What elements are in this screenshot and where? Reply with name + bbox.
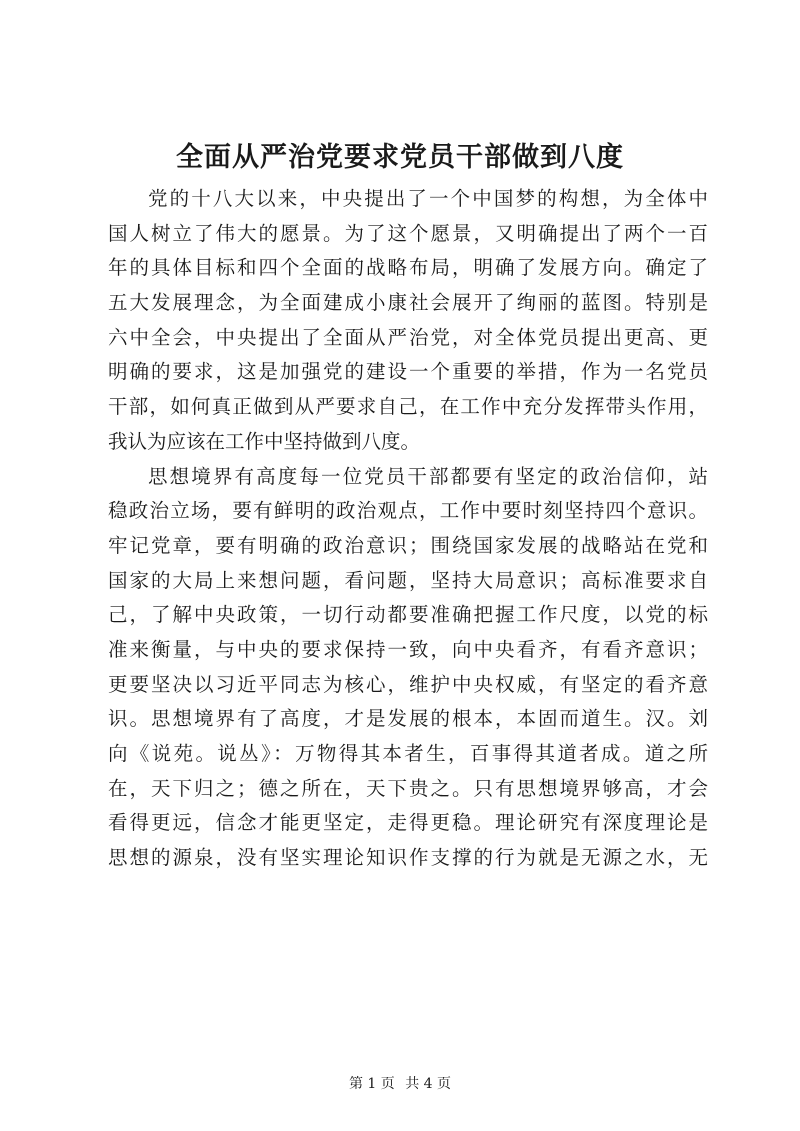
paragraph-2-line: 国家的大局上来想问题，看问题，坚持大局意识；高标准要求自 — [108, 568, 708, 592]
paragraph-2-line: 己，了解中央政策，一切行动都要准确把握工作尺度，以党的标 — [108, 603, 708, 627]
page-footer — [0, 1074, 800, 1094]
paragraph-2-line: 识。思想境界有了高度，才是发展的根本，本固而道生。汉。刘 — [108, 707, 708, 731]
paragraph-2-line: 稳政治立场，要有鲜明的政治观点，工作中要时刻坚持四个意识。 — [108, 499, 708, 523]
document-body — [108, 182, 708, 876]
paragraph-1-line: 我认为应该在工作中坚持做到八度。 — [108, 429, 421, 453]
page-title: 全面从严治党要求党员干部做到八度 — [176, 142, 624, 173]
page-number: 第 1 页 — [348, 1076, 395, 1092]
paragraph-1-line: 干部，如何真正做到从严要求自己，在工作中充分发挥带头作用， — [108, 395, 708, 419]
paragraph-2-line: 思想的源泉，没有坚实理论知识作支撑的行为就是无源之水，无 — [108, 846, 708, 870]
page-total: 共 4 页 — [405, 1076, 452, 1092]
paragraph-1-line: 党的十八大以来，中央提出了一个中国梦的构想，为全体中 — [148, 187, 708, 210]
paragraph-1-line: 六中全会，中央提出了全面从严治党，对全体党员提出更高、更 — [108, 325, 708, 349]
paragraph-1-line: 年的具体目标和四个全面的战略布局，明确了发展方向。确定了 — [108, 256, 708, 280]
paragraph-2-line: 向《说苑。说丛》：万物得其本者生，百事得其道者成。道之所 — [108, 742, 708, 765]
paragraph-2-line: 思想境界有高度每一位党员干部都要有坚定的政治信仰，站 — [148, 464, 708, 488]
paragraph-2-line: 准来衡量，与中央的要求保持一致，向中央看齐，有看齐意识； — [108, 637, 708, 661]
paragraph-2-line: 在，天下归之；德之所在，天下贵之。只有思想境界够高，才会 — [108, 776, 708, 800]
paragraph-2-line: 牢记党章，要有明确的政治意识；围绕国家发展的战略站在党和 — [108, 533, 708, 557]
paragraph-1-line: 国人树立了伟大的愿景。为了这个愿景，又明确提出了两个一百 — [108, 221, 708, 245]
paragraph-1-line: 五大发展理念，为全面建成小康社会展开了绚丽的蓝图。特别是 — [108, 291, 708, 315]
paragraph-2-line: 看得更远，信念才能更坚定，走得更稳。理论研究有深度理论是 — [108, 811, 708, 835]
paragraph-2-line: 更要坚决以习近平同志为核心，维护中央权威，有坚定的看齐意 — [108, 672, 708, 696]
paragraph-1-line: 明确的要求，这是加强党的建设一个重要的举措，作为一名党员 — [108, 360, 708, 384]
